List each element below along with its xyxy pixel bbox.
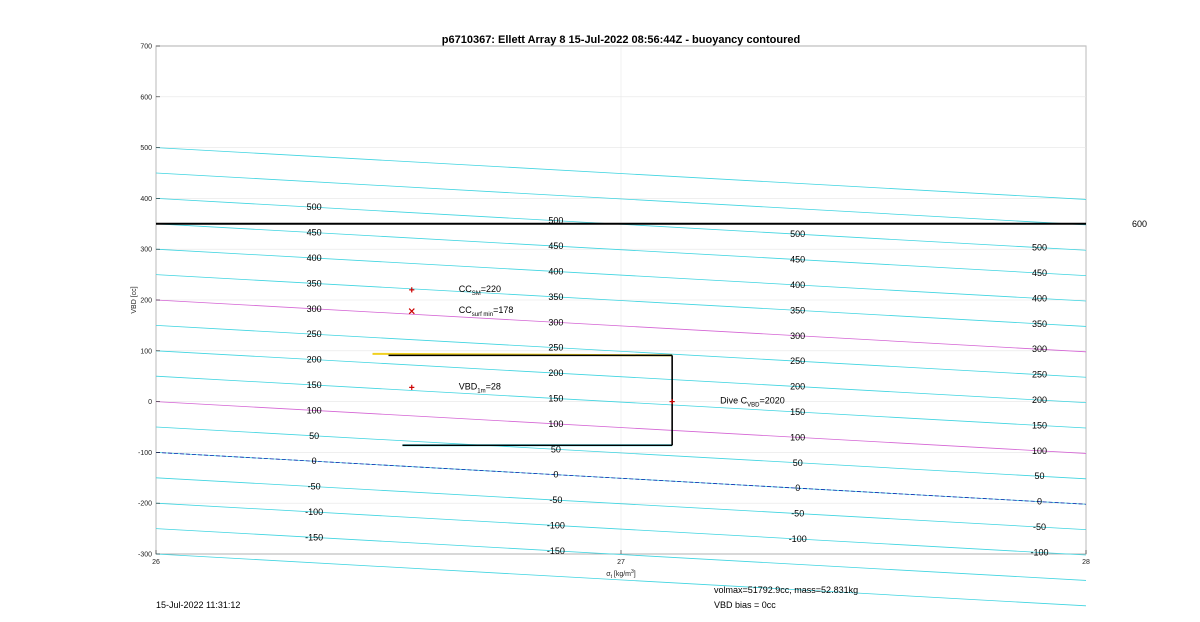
contour-label: 150 <box>548 393 564 404</box>
y-tick-label: -300 <box>137 551 152 559</box>
contour-label: -50 <box>1032 522 1047 533</box>
contour-label: 150 <box>790 406 806 417</box>
contour-label: 500 <box>790 229 806 240</box>
hline-label: 600 <box>1132 218 1148 229</box>
marker-annotation: $VBD_{1m}=28$ <box>458 381 501 395</box>
contour-label: 500 <box>1031 242 1048 253</box>
marker-annotation: $CC_{surf min}=178$ <box>458 305 514 319</box>
contour-label: 450 <box>548 241 564 252</box>
y-tick-label: 100 <box>140 348 152 356</box>
contour-label: 50 <box>1034 471 1045 482</box>
y-tick-label: -200 <box>137 500 152 508</box>
contour-label: 300 <box>790 330 806 341</box>
contour-label: 300 <box>1031 344 1048 355</box>
y-tick-label: 600 <box>140 94 152 102</box>
contour-label: 100 <box>1031 445 1048 456</box>
contour-label: -100 <box>788 533 807 544</box>
contour-label: 400 <box>790 279 806 290</box>
contour-label: 350 <box>1031 318 1048 329</box>
y-tick-label: 300 <box>140 246 152 254</box>
volmax-text: volmax=51792.9cc, mass=52.831kg <box>714 585 859 595</box>
timestamp-text: 15-Jul-2022 11:31:12 <box>156 600 241 610</box>
contour-label: 450 <box>306 227 322 238</box>
x-tick-label: 26 <box>152 559 160 566</box>
y-tick-label: 200 <box>140 297 152 305</box>
contour-label: 200 <box>548 368 564 379</box>
contour-label: 300 <box>306 303 322 314</box>
vbd-bias-text: VBD bias = 0cc <box>714 600 776 610</box>
y-tick-label: -100 <box>137 449 152 457</box>
x-tick-label: 27 <box>617 559 625 566</box>
y-tick-label: 0 <box>148 399 152 407</box>
contour-label: 500 <box>306 202 322 213</box>
contour-label: 100 <box>790 432 806 443</box>
contour-label: 200 <box>790 381 806 392</box>
contour-label: 250 <box>1031 369 1048 380</box>
contour-label: -100 <box>305 507 324 518</box>
contour-label: 0 <box>311 456 317 467</box>
y-axis-label: VBD [cc] <box>131 286 138 314</box>
contour-label: 150 <box>1031 420 1048 431</box>
marker-annotation: $CC_{SM}=220$ <box>458 283 502 297</box>
contour-label: 100 <box>548 418 564 429</box>
contour-label: 500 <box>548 215 564 226</box>
contour-label: -50 <box>307 481 321 492</box>
y-tick-label: 400 <box>140 195 152 203</box>
contour-label: 150 <box>306 380 322 391</box>
contour-label: -50 <box>549 495 563 506</box>
contour-label: 450 <box>1031 268 1048 279</box>
contour-label: 0 <box>1036 496 1043 507</box>
contour-label: 250 <box>548 342 564 353</box>
contour-label: 50 <box>309 430 320 441</box>
contour-label: 100 <box>306 405 322 416</box>
contour-label: -100 <box>1030 547 1049 558</box>
contour-label: -150 <box>546 545 565 556</box>
contour-label: -50 <box>791 508 805 519</box>
contour-label: -100 <box>546 520 565 531</box>
y-tick-label: 700 <box>140 43 152 51</box>
contour-label: 250 <box>790 356 806 367</box>
contour-label: 0 <box>795 483 801 494</box>
chart-title: p6710367: Ellett Array 8 15-Jul-2022 08:56:44Z - buoyancy contoured <box>441 34 801 46</box>
y-tick-label: 500 <box>140 145 152 153</box>
contour-label: 50 <box>550 444 561 455</box>
contour-label: 350 <box>306 278 322 289</box>
contour-label: 200 <box>1031 395 1048 406</box>
contour-label: 250 <box>306 329 322 340</box>
contour-label: 400 <box>548 266 564 277</box>
contour-label: 450 <box>790 254 806 265</box>
contour-label: 0 <box>553 469 559 480</box>
contour-label: 350 <box>548 291 564 302</box>
contour-label: 400 <box>1031 293 1048 304</box>
contour-label: -150 <box>305 532 324 543</box>
marker-annotation: Dive $C_{VBD}=2020$ <box>720 395 785 409</box>
contour-label: 50 <box>792 457 803 468</box>
x-axis-label: $\sigma_t$ $[kg/m^3]$ <box>606 569 636 580</box>
contour-label: 200 <box>306 354 322 365</box>
contour-label: 300 <box>548 317 564 328</box>
contour-label: 350 <box>790 305 806 316</box>
contour-label: 400 <box>306 253 322 264</box>
x-tick-label: 28 <box>1082 559 1090 566</box>
